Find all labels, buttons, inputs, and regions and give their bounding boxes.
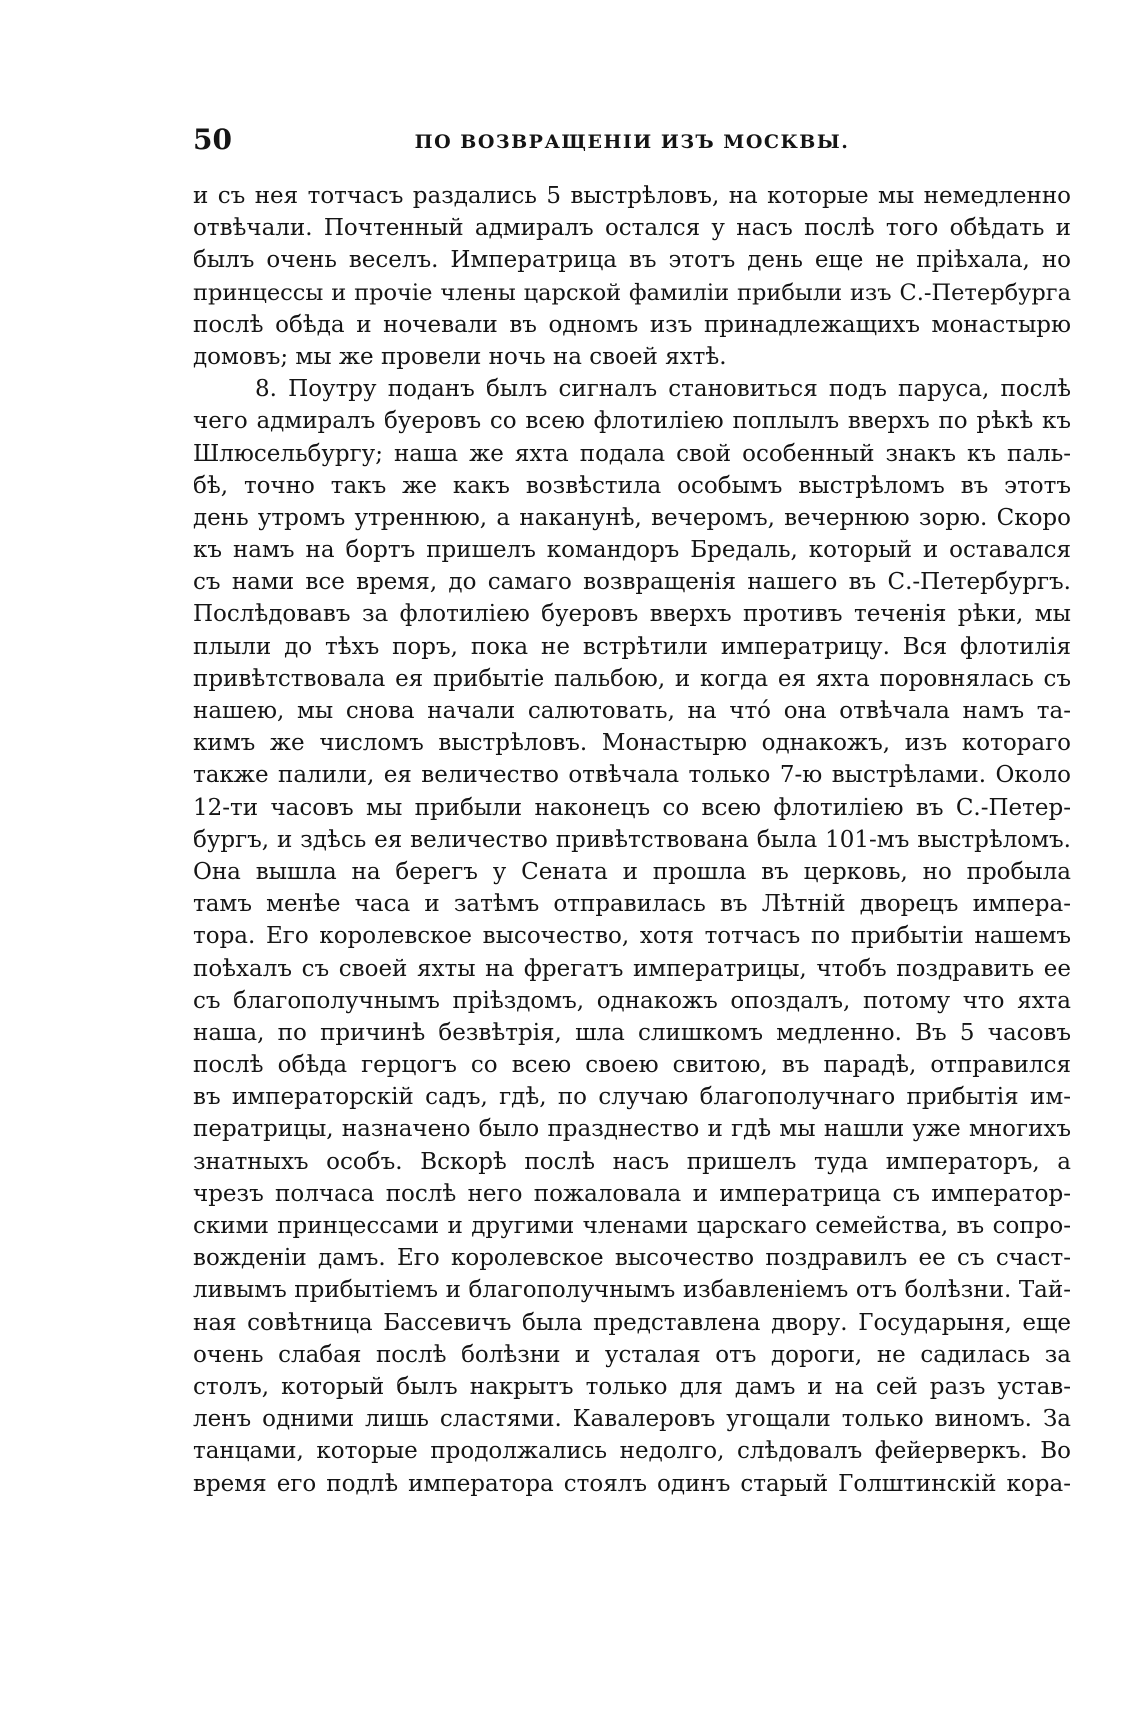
text-line: чрезъ полчаса послѣ него пожаловала и императрица съ император- (193, 1180, 1071, 1207)
text-line: очень слабая послѣ болѣзни и усталая отъ дороги, не садилась за (193, 1341, 1071, 1368)
text-line: былъ очень веселъ. Императрица въ этотъ день еще не пріѣхала, но (193, 247, 1071, 274)
text-line: къ намъ на бортъ пришелъ командоръ Бредаль, который и оставался (193, 537, 1071, 564)
text-line: наша, по причинѣ безвѣтрія, шла слишкомъ медленно. Въ 5 часовъ (193, 1019, 1071, 1046)
text-line: ливымъ прибытіемъ и благополучнымъ избавленіемъ отъ болѣзни. Тай- (193, 1277, 1071, 1304)
text-line: также палили, ея величество отвѣчала только 7-ю выстрѣлами. Около (193, 762, 1071, 789)
text-line: день утромъ утреннюю, а наканунѣ, вечеромъ, вечернюю зорю. Скоро (193, 504, 1071, 531)
text-line: танцами, которые продолжались недолго, слѣдовалъ фейерверкъ. Во (193, 1438, 1071, 1465)
text-line: 12-ти часовъ мы прибыли наконецъ со всею флотиліею въ С.-Петер- (193, 794, 1071, 821)
text-line: послѣ обѣда и ночевали въ одномъ изъ принадлежащихъ монастырю (193, 311, 1071, 338)
text-line: съ благополучнымъ пріѣздомъ, однакожъ опоздалъ, потому что яхта (193, 987, 1071, 1014)
text-line: знатныхъ особъ. Вскорѣ послѣ насъ пришелъ туда императоръ, а (193, 1148, 1071, 1175)
text-line: кимъ же числомъ выстрѣловъ. Монастырю однакожъ, изъ котораго (193, 730, 1071, 757)
text-line: ная совѣтница Бассевичъ была представлена двору. Государыня, еще (193, 1309, 1071, 1336)
text-line: ператрицы, назначено было празднество и гдѣ мы нашли уже многихъ (193, 1116, 1071, 1143)
text-line: Послѣдовавъ за флотиліею буеровъ вверхъ противъ теченія рѣки, мы (193, 601, 1071, 628)
text-line: поѣхалъ съ своей яхты на фрегатъ императрицы, чтобъ поздравить ее (193, 955, 1071, 982)
text-line: бѣ, точно такъ же какъ возвѣстила особымъ выстрѣломъ въ этотъ (193, 472, 1071, 499)
text-line: Она вышла на берегъ у Сената и прошла въ церковь, но пробыла (193, 858, 1071, 885)
text-line: отвѣчали. Почтенный адмиралъ остался у насъ послѣ того обѣдать и (193, 215, 1071, 242)
text-line: 8. Поутру поданъ былъ сигналъ становиться подъ паруса, послѣ (255, 376, 1071, 403)
text-line: тамъ менѣе часа и затѣмъ отправилась въ Лѣтній дворецъ импера- (193, 891, 1071, 918)
text-line: скими принцессами и другими членами царскаго семейства, въ сопро- (193, 1213, 1071, 1239)
text-line: въ императорскій садъ, гдѣ, по случаю благополучнаго прибытія им- (193, 1084, 1071, 1111)
text-line: послѣ обѣда герцогъ со всею своею свитою, въ парадѣ, отправился (193, 1052, 1071, 1079)
body-text (193, 180, 1071, 1610)
text-line: ленъ одними лишь сластями. Кавалеровъ угощали только виномъ. За (193, 1406, 1071, 1433)
text-line: привѣтствовала ея прибытіе пальбою, и когда ея яхта поровнялась съ (193, 665, 1071, 692)
text-line: время его подлѣ императора стоялъ одинъ старый Голштинскій кора- (193, 1470, 1071, 1497)
running-title: ПО ВОЗВРАЩЕНІИ ИЗЪ МОСКВЫ. (414, 131, 850, 153)
text-line: домовъ; мы же провели ночь на своей яхтѣ. (193, 343, 727, 370)
page-number: 50 (193, 123, 232, 156)
text-line: и съ нея тотчасъ раздались 5 выстрѣловъ, на которые мы немедленно (193, 183, 1071, 209)
page-header (193, 122, 1071, 158)
text-line: нашею, мы снова начали салютовать, на что́ она отвѣчала намъ та- (193, 698, 1071, 724)
text-line: Шлюсельбургу; наша же яхта подала свой особенный знакъ къ паль- (193, 440, 1071, 467)
text-line: вожденіи дамъ. Его королевское высочество поздравилъ ее съ счаст- (193, 1245, 1071, 1272)
text-line: бургъ, и здѣсь ея величество привѣтствована была 101-мъ выстрѣломъ. (193, 826, 1071, 853)
text-line: принцессы и прочіе члены царской фамиліи прибыли изъ С.-Петербурга (193, 279, 1071, 306)
text-line: плыли до тѣхъ поръ, пока не встрѣтили императрицу. Вся флотилія (193, 633, 1071, 660)
text-line: съ нами все время, до самаго возвращенія нашего въ С.-Петербургъ. (193, 569, 1071, 596)
text-line: тора. Его королевское высочество, хотя тотчасъ по прибытіи нашемъ (193, 923, 1071, 950)
text-line: столъ, который былъ накрытъ только для дамъ и на сей разъ устав- (193, 1373, 1071, 1400)
text-line: чего адмиралъ буеровъ со всею флотиліею поплылъ вверхъ по рѣкѣ къ (193, 408, 1071, 435)
